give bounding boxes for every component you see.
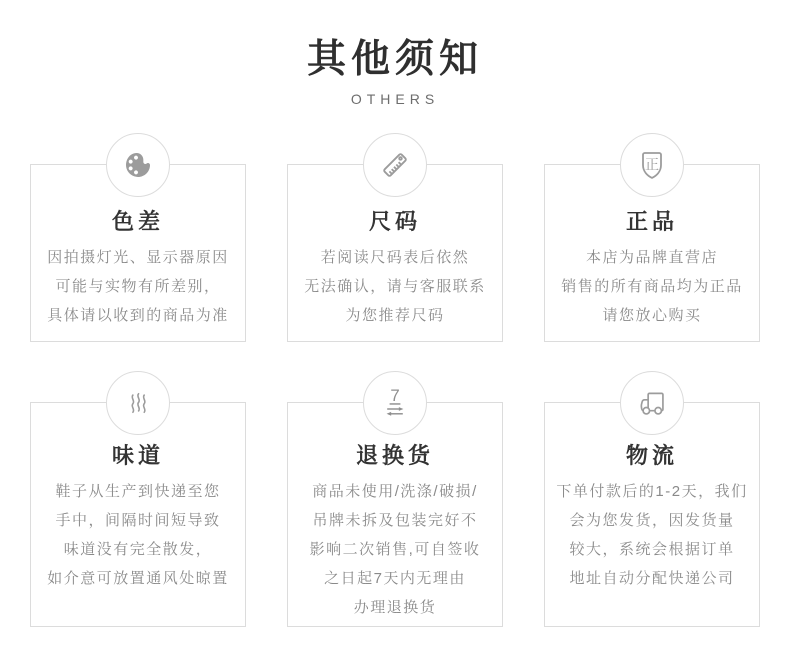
card-body bbox=[545, 477, 759, 593]
card-text-line: 下单付款后的1-2天，我们 bbox=[556, 483, 748, 500]
card-text-line: 请您放心购买 bbox=[602, 307, 702, 324]
card-body bbox=[31, 243, 245, 330]
seven-char: 7 bbox=[390, 386, 400, 406]
card-title: 正品 bbox=[625, 209, 678, 234]
truck-icon bbox=[620, 371, 684, 435]
card-text-line: 办理退换货 bbox=[353, 599, 437, 616]
card-text-line: 无法确认，请与客服联系 bbox=[304, 278, 486, 295]
card-text-line: 具体请以收到的商品为准 bbox=[47, 307, 229, 324]
card-title: 色差 bbox=[111, 209, 164, 234]
palette-icon bbox=[106, 133, 170, 197]
card-body bbox=[545, 243, 759, 330]
card-size bbox=[287, 164, 503, 342]
card-smell bbox=[30, 402, 246, 627]
card-text-line: 影响二次销售,可自签收 bbox=[309, 541, 481, 558]
cards-row-1 bbox=[0, 157, 790, 342]
card-text-line: 本店为品牌直营店 bbox=[585, 249, 718, 266]
card-title: 退换货 bbox=[355, 443, 434, 468]
ruler-icon bbox=[363, 133, 427, 197]
card-text-line: 味道没有完全散发， bbox=[63, 541, 213, 558]
card-authentic bbox=[544, 157, 760, 342]
card-text-line: 较大，系统会根据订单 bbox=[569, 541, 735, 558]
card-body bbox=[288, 477, 502, 622]
cards-row-2 bbox=[0, 386, 790, 627]
card-text-line: 之日起7天内无理由 bbox=[324, 570, 466, 587]
section-header bbox=[0, 0, 790, 107]
shield-char: 正 bbox=[644, 157, 660, 174]
card-body bbox=[288, 243, 502, 330]
card-text-line: 会为您发货，因发货量 bbox=[569, 512, 735, 529]
card-text-line: 因拍摄灯光、显示器原因 bbox=[47, 249, 229, 266]
card-logistics bbox=[544, 402, 760, 627]
card-returns bbox=[287, 386, 503, 627]
card-body bbox=[31, 477, 245, 593]
seven-day-exchange-icon bbox=[363, 371, 427, 435]
card-text-line: 为您推荐尺码 bbox=[345, 307, 445, 324]
card-title: 味道 bbox=[111, 443, 164, 468]
card-text-line: 如介意可放置通风处晾置 bbox=[47, 570, 229, 587]
card-text-line: 可能与实物有所差别， bbox=[55, 278, 221, 295]
card-text-line: 销售的所有商品均为正品 bbox=[561, 278, 743, 295]
card-title: 物流 bbox=[625, 443, 678, 468]
card-text-line: 手中，间隔时间短导致 bbox=[55, 512, 221, 529]
card-color-difference bbox=[30, 164, 246, 342]
card-text-line: 商品未使用/洗涤/破损/ bbox=[312, 483, 478, 500]
card-text-line: 地址自动分配快递公司 bbox=[569, 570, 735, 587]
card-text-line: 鞋子从生产到快递至您 bbox=[55, 483, 221, 500]
page-subtitle: OTHERS bbox=[350, 91, 440, 107]
steam-icon bbox=[106, 371, 170, 435]
card-title: 尺码 bbox=[368, 209, 421, 234]
page-title: 其他须知 bbox=[306, 38, 483, 81]
card-text-line: 若阅读尺码表后依然 bbox=[320, 249, 470, 266]
card-text-line: 吊牌未拆及包装完好不 bbox=[312, 512, 478, 529]
certified-shield-icon bbox=[620, 133, 684, 197]
